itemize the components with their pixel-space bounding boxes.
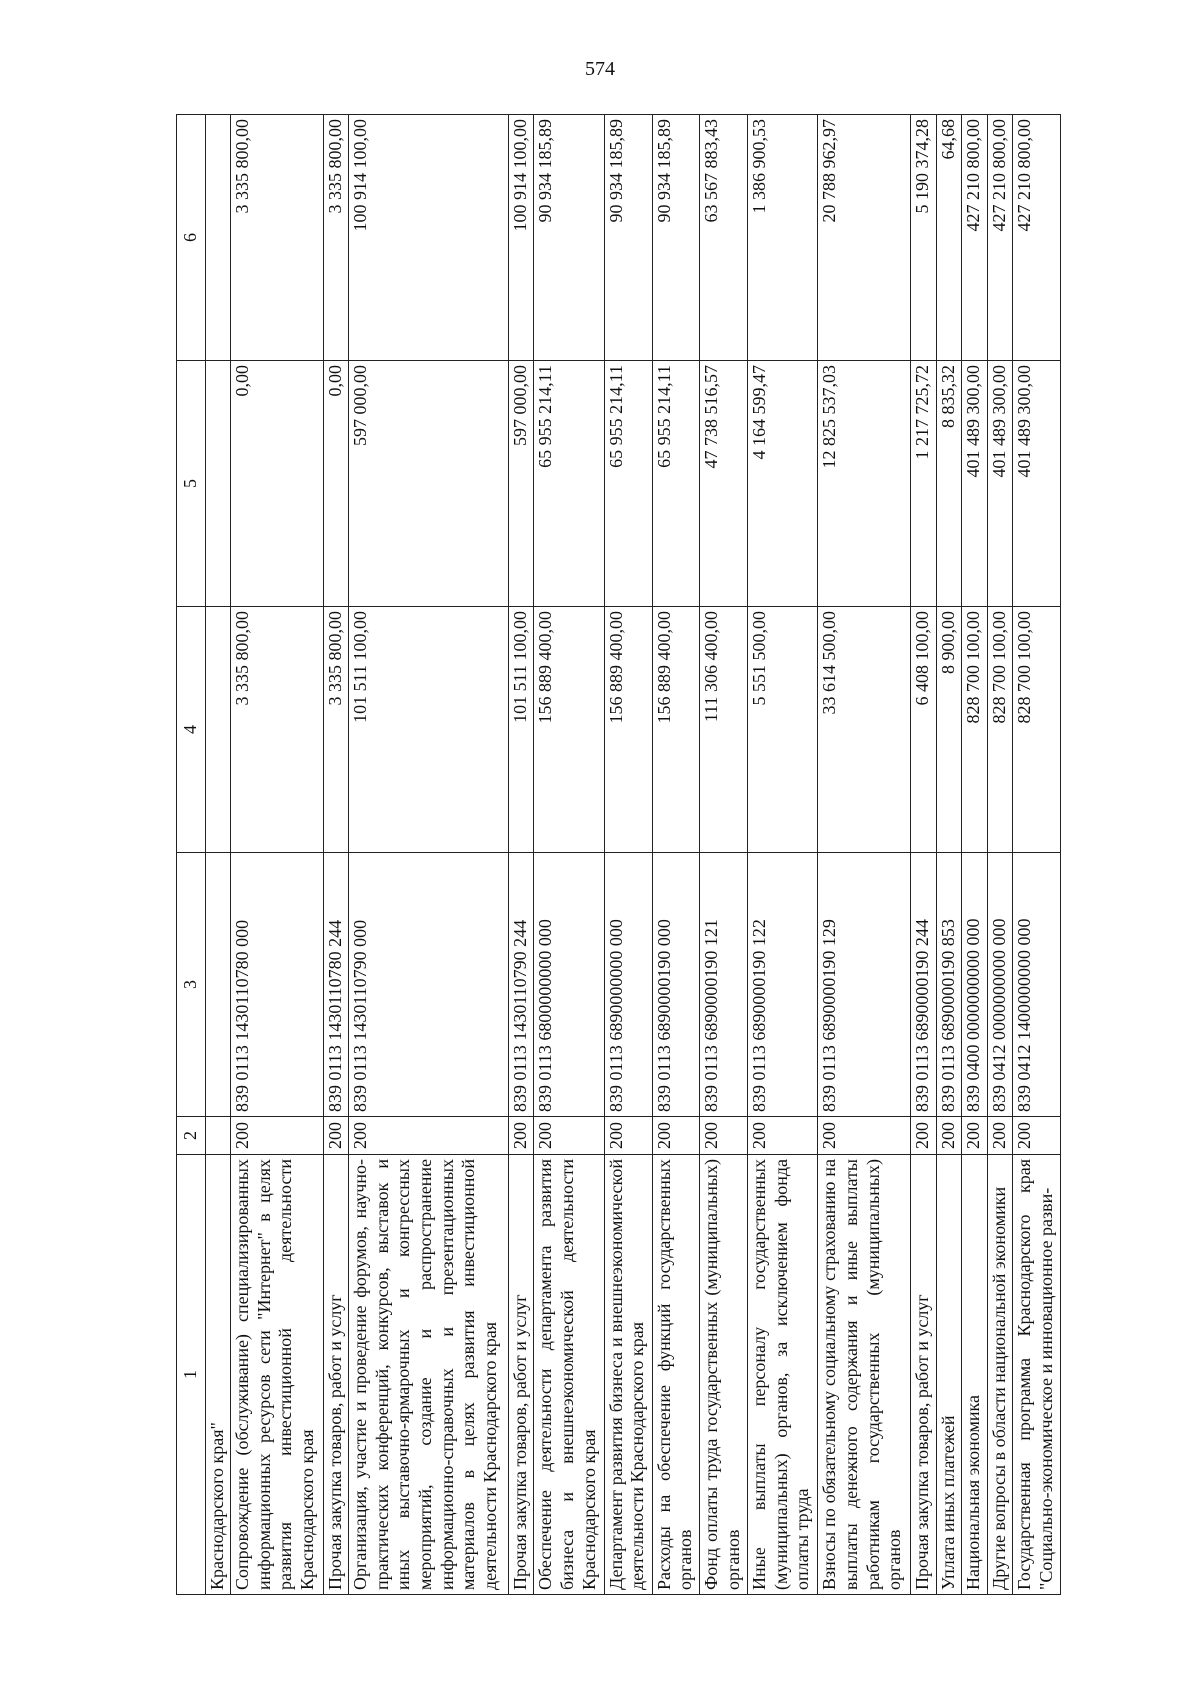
table-cell-v4: 828 700 100,00: [987, 607, 1012, 853]
table-row: [323, 115, 348, 1595]
table-cell-code: 200: [1013, 1117, 1061, 1155]
page-number: 574: [585, 58, 615, 80]
table-row: [911, 115, 936, 1595]
table-cell-v4: 156 889 400,00: [604, 607, 652, 853]
table-cell-v6: 3 335 800,00: [231, 115, 324, 361]
table-cell-code: 200: [349, 1117, 509, 1155]
table-cell-name: Уплата иных платежей: [936, 1155, 961, 1595]
table-cell-code: 200: [700, 1117, 748, 1155]
table-cell-kbk: 839 0412 0000000000 000: [987, 853, 1012, 1117]
table-cell-code: 200: [231, 1117, 324, 1155]
table-cell-v6: 100 914 100,00: [508, 115, 533, 361]
table-cell-kbk: 839 0113 1430110780 244: [323, 853, 348, 1117]
table-cell-code: 200: [936, 1117, 961, 1155]
table-cell-v6: [205, 115, 230, 361]
column-header: 1: [177, 1155, 206, 1595]
table-cell-name: Иные выплаты персоналу государственных (муниципальных) органов, за исключением фонда оплаты труда: [748, 1155, 818, 1595]
table-cell-name: Сопровождение (обслуживание) специализированных информационных ресурсов сети "Интернет" в целях развития инвестиционной деятельности Краснодарского края: [231, 1155, 324, 1595]
table-row: [231, 115, 324, 1595]
table-cell-code: [205, 1117, 230, 1155]
table-row: [962, 115, 987, 1595]
table-cell-v6: 1 386 900,53: [748, 115, 818, 361]
table-cell-v5: 8 835,32: [936, 361, 961, 607]
table-cell-name: Департамент развития бизнеса и внешнеэкономической деятельности Краснодарского края: [604, 1155, 652, 1595]
table-cell-v5: 65 955 214,11: [652, 361, 700, 607]
table-row: [652, 115, 700, 1595]
column-header: 2: [177, 1117, 206, 1155]
table-cell-v6: 427 210 800,00: [987, 115, 1012, 361]
table-row: [818, 115, 911, 1595]
table-cell-v4: 3 335 800,00: [231, 607, 324, 853]
table-cell-v4: [205, 607, 230, 853]
table-cell-v5: 0,00: [323, 361, 348, 607]
table-cell-v5: 1 217 725,72: [911, 361, 936, 607]
table-cell-code: 200: [323, 1117, 348, 1155]
table-cell-name: Фонд оплаты труда государственных (муниципальных) органов: [700, 1155, 748, 1595]
table-cell-name: Краснодарского края": [205, 1155, 230, 1595]
table-cell-code: 200: [508, 1117, 533, 1155]
table-cell-name: Прочая закупка товаров, работ и услуг: [508, 1155, 533, 1595]
table-cell-v6: 63 567 883,43: [700, 115, 748, 361]
table-cell-v5: 12 825 537,03: [818, 361, 911, 607]
table-cell-kbk: 839 0412 1400000000 000: [1013, 853, 1061, 1117]
table-cell-name: Прочая закупка товаров, работ и услуг: [323, 1155, 348, 1595]
table-cell-v4: 8 900,00: [936, 607, 961, 853]
table-row: [748, 115, 818, 1595]
table-cell-name: Прочая закупка товаров, работ и услуг: [911, 1155, 936, 1595]
table-cell-code: 200: [962, 1117, 987, 1155]
table-cell-name: Организация, участие и проведение форумов, научно-практических конференций, конкурсов, выставок и иных выставочно-ярмарочных и конгрессных мероприятий, создание и распространение информационно-справочных и презентационных материалов в целях развития инвестиционной деятельности Краснодарского края: [349, 1155, 509, 1595]
table-row: [987, 115, 1012, 1595]
table-cell-v6: 427 210 800,00: [962, 115, 987, 361]
table-cell-v4: 156 889 400,00: [534, 607, 604, 853]
table-cell-v6: 90 934 185,89: [604, 115, 652, 361]
table-row: [604, 115, 652, 1595]
table-header-row: [177, 115, 206, 1595]
table-cell-kbk: 839 0113 6890000190 121: [700, 853, 748, 1117]
table-row: [534, 115, 604, 1595]
table-cell-name: Государственная программа Краснодарского края "Социально-экономическое и инновационное разви-: [1013, 1155, 1061, 1595]
column-header: 6: [177, 115, 206, 361]
table-cell-v6: 427 210 800,00: [1013, 115, 1061, 361]
table-cell-kbk: [205, 853, 230, 1117]
table-cell-v4: 3 335 800,00: [323, 607, 348, 853]
table-cell-v4: 101 511 100,00: [349, 607, 509, 853]
table-cell-name: Расходы на обеспечение функций государственных органов: [652, 1155, 700, 1595]
column-header: 4: [177, 607, 206, 853]
table-cell-kbk: 839 0113 6890000190 853: [936, 853, 961, 1117]
column-header: 3: [177, 853, 206, 1117]
table-cell-v5: 4 164 599,47: [748, 361, 818, 607]
table-cell-v5: 401 489 300,00: [1013, 361, 1061, 607]
table-cell-v4: 828 700 100,00: [962, 607, 987, 853]
budget-table: [176, 114, 1061, 1595]
table-cell-v6: 5 190 374,28: [911, 115, 936, 361]
table-cell-code: 200: [911, 1117, 936, 1155]
table-cell-v5: 401 489 300,00: [987, 361, 1012, 607]
table-cell-v4: 33 614 500,00: [818, 607, 911, 853]
table-cell-v6: 20 788 962,97: [818, 115, 911, 361]
table-cell-code: 200: [652, 1117, 700, 1155]
table-cell-kbk: 839 0113 1430110780 000: [231, 853, 324, 1117]
table-cell-v6: 90 934 185,89: [534, 115, 604, 361]
table-cell-name: Взносы по обязательному социальному страхованию на выплаты денежного содержания и иные выплаты работникам государственных (муниципальных) органов: [818, 1155, 911, 1595]
table-row: [1013, 115, 1061, 1595]
table-cell-v6: 90 934 185,89: [652, 115, 700, 361]
table-cell-v6: 100 914 100,00: [349, 115, 509, 361]
table-cell-v4: 156 889 400,00: [652, 607, 700, 853]
table-cell-v5: 597 000,00: [508, 361, 533, 607]
table-cell-v5: [205, 361, 230, 607]
table-cell-name: Другие вопросы в области национальной экономики: [987, 1155, 1012, 1595]
table-cell-v5: 597 000,00: [349, 361, 509, 607]
column-header: 5: [177, 361, 206, 607]
table-cell-code: 200: [818, 1117, 911, 1155]
table-cell-code: 200: [987, 1117, 1012, 1155]
table-row: [700, 115, 748, 1595]
table-cell-code: 200: [604, 1117, 652, 1155]
table-cell-kbk: 839 0113 6800000000 000: [534, 853, 604, 1117]
table-cell-v4: 6 408 100,00: [911, 607, 936, 853]
table-row: [349, 115, 509, 1595]
table-cell-kbk: 839 0113 6890000190 244: [911, 853, 936, 1117]
table-cell-v4: 111 306 400,00: [700, 607, 748, 853]
table-cell-kbk: 839 0113 6890000190 000: [652, 853, 700, 1117]
table-cell-code: 200: [534, 1117, 604, 1155]
table-cell-v5: 0,00: [231, 361, 324, 607]
table-cell-kbk: 839 0113 6890000190 129: [818, 853, 911, 1117]
table-cell-v4: 5 551 500,00: [748, 607, 818, 853]
table-cell-code: 200: [748, 1117, 818, 1155]
table-cell-kbk: 839 0400 0000000000 000: [962, 853, 987, 1117]
table-row: [205, 115, 230, 1595]
table-cell-kbk: 839 0113 6890000000 000: [604, 853, 652, 1117]
table-cell-v5: 65 955 214,11: [534, 361, 604, 607]
table-cell-name: Национальная экономика: [962, 1155, 987, 1595]
table-body: [205, 115, 1060, 1595]
table-cell-name: Обеспечение деятельности департамента развития бизнеса и внешнеэкономической деятельности Краснодарского края: [534, 1155, 604, 1595]
rotated-table-container: [176, 115, 1061, 1595]
table-cell-kbk: 839 0113 1430110790 244: [508, 853, 533, 1117]
table-cell-v6: 3 335 800,00: [323, 115, 348, 361]
table-cell-v5: 65 955 214,11: [604, 361, 652, 607]
table-cell-kbk: 839 0113 6890000190 122: [748, 853, 818, 1117]
table-row: [508, 115, 533, 1595]
table-row: [936, 115, 961, 1595]
table-cell-v6: 64,68: [936, 115, 961, 361]
table-cell-v5: 47 738 516,57: [700, 361, 748, 607]
table-cell-kbk: 839 0113 1430110790 000: [349, 853, 509, 1117]
table-cell-v5: 401 489 300,00: [962, 361, 987, 607]
table-cell-v4: 828 700 100,00: [1013, 607, 1061, 853]
table-cell-v4: 101 511 100,00: [508, 607, 533, 853]
